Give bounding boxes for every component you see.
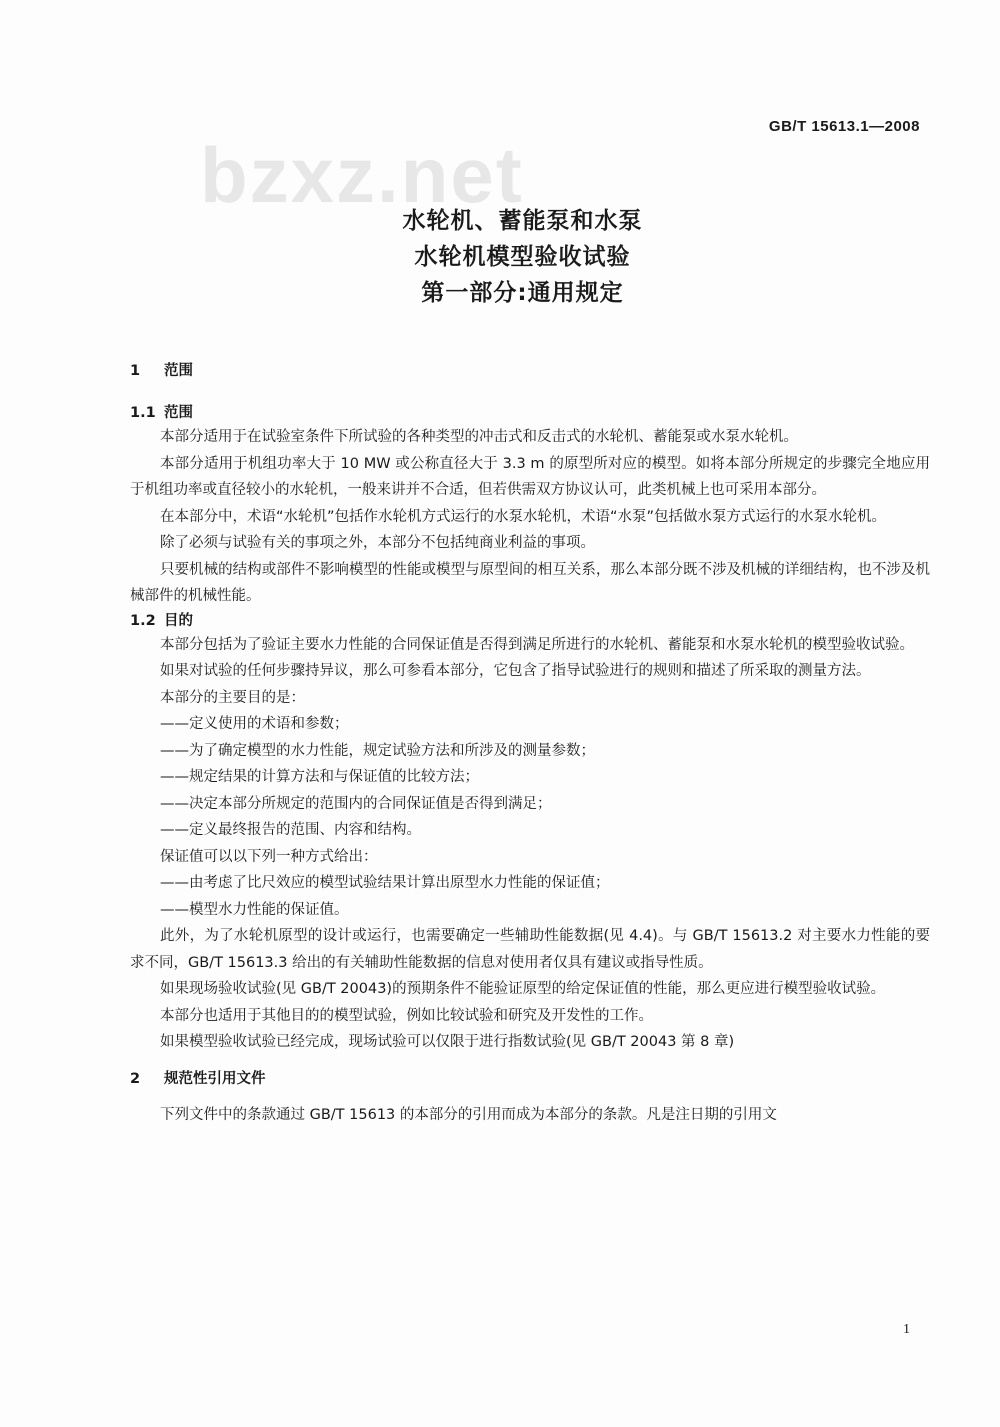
list-item: ——由考虑了比尺效应的模型试验结果计算出原型水力性能的保证值； xyxy=(160,875,610,891)
watermark: bzxz.net xyxy=(200,131,524,219)
paragraph: 如果模型验收试验已经完成，现场试验可以仅限于进行指数试验(见 GB/T 20043 第 8 章) xyxy=(160,1034,735,1050)
paragraph: 在本部分中，术语“水轮机”包括作水轮机方式运行的水泵水轮机，术语“水泵”包括做水泵方式运行的水泵水轮机。 xyxy=(160,508,887,525)
title-line-2: 水轮机模型验收试验 xyxy=(414,244,631,270)
title-line-1: 水轮机、蓄能泵和水泵 xyxy=(402,208,643,234)
section-1-1-heading xyxy=(130,402,930,424)
list-item: ——模型水力性能的保证值。 xyxy=(160,901,349,918)
list-item: ——为了确定模型的水力性能，规定试验方法和所涉及的测量参数； xyxy=(160,742,595,759)
list-item: ——定义使用的术语和参数； xyxy=(160,716,349,732)
page-number: 1 xyxy=(903,1322,910,1337)
paragraph: 只要机械的结构或部件不影响模型的性能或模型与原型间的相互关系，那么本部分既不涉及机械的详细结构，也不涉及机械部件的机械性能。 xyxy=(130,561,930,604)
chapter-title: 范围 xyxy=(164,363,193,379)
chapter-2-heading xyxy=(130,1068,930,1090)
standard-number: GB/T 15613.1—2008 xyxy=(768,118,920,135)
chapter-number: 1 xyxy=(130,363,141,379)
section-title: 范围 xyxy=(164,405,193,421)
paragraph: 本部分包括为了验证主要水力性能的合同保证值是否得到满足所进行的水轮机、蓄能泵和水泵水轮机的模型验收试验。 xyxy=(160,636,914,653)
paragraph: 此外，为了水轮机原型的设计或运行，也需要确定一些辅助性能数据(见 4.4)。与 GB/T 15613.2 对主要水力性能的要求不同，GB/T 15613.3 给出的有关辅助性能数据的信息对使用者仅具有建议或指导性质。 xyxy=(130,928,930,971)
chapter-number: 2 xyxy=(130,1070,141,1087)
list-item: ——定义最终报告的范围、内容和结构。 xyxy=(160,822,421,838)
paragraph: 本部分适用于在试验室条件下所试验的各种类型的冲击式和反击式的水轮机、蓄能泵或水泵水轮机。 xyxy=(160,429,798,445)
paragraph: 保证值可以以下列一种方式给出： xyxy=(160,848,378,865)
section-number: 1.2 xyxy=(130,612,156,629)
title-line-3: 第一部分:通用规定 xyxy=(421,280,624,306)
list-item: ——决定本部分所规定的范围内的合同保证值是否得到满足； xyxy=(160,795,552,812)
paragraph: 下列文件中的条款通过 GB/T 15613 的本部分的引用而成为本部分的条款。凡是注日期的引用文 xyxy=(160,1106,777,1123)
section-1-2-heading xyxy=(130,610,930,632)
chapter-title: 规范性引用文件 xyxy=(164,1070,266,1087)
paragraph: 除了必须与试验有关的事项之外，本部分不包括纯商业利益的事项。 xyxy=(160,535,595,551)
chapter-1-heading xyxy=(130,360,930,382)
paragraph: 本部分适用于机组功率大于 10 MW 或公称直径大于 3.3 m 的原型所对应的模型。如将本部分所规定的步骤完全地应用于机组功率或直径较小的水轮机，一般来讲并不合适，但若供需双方协议认可，此类机械上也可采用本部分。 xyxy=(130,455,930,498)
paragraph: 如果现场验收试验(见 GB/T 20043)的预期条件不能验证原型的给定保证值的性能，那么更应进行模型验收试验。 xyxy=(160,981,886,997)
paragraph: 本部分的主要目的是： xyxy=(160,689,305,706)
section-number: 1.1 xyxy=(130,405,156,421)
document-body xyxy=(130,360,930,1128)
paragraph: 本部分也适用于其他目的的模型试验，例如比较试验和研究及开发性的工作。 xyxy=(160,1007,653,1024)
section-title: 目的 xyxy=(164,612,193,629)
document-title xyxy=(0,203,1000,311)
paragraph: 如果对试验的任何步骤持异议，那么可参看本部分，它包含了指导试验进行的规则和描述了所采取的测量方法。 xyxy=(160,663,871,679)
list-item: ——规定结果的计算方法和与保证值的比较方法； xyxy=(160,769,479,785)
